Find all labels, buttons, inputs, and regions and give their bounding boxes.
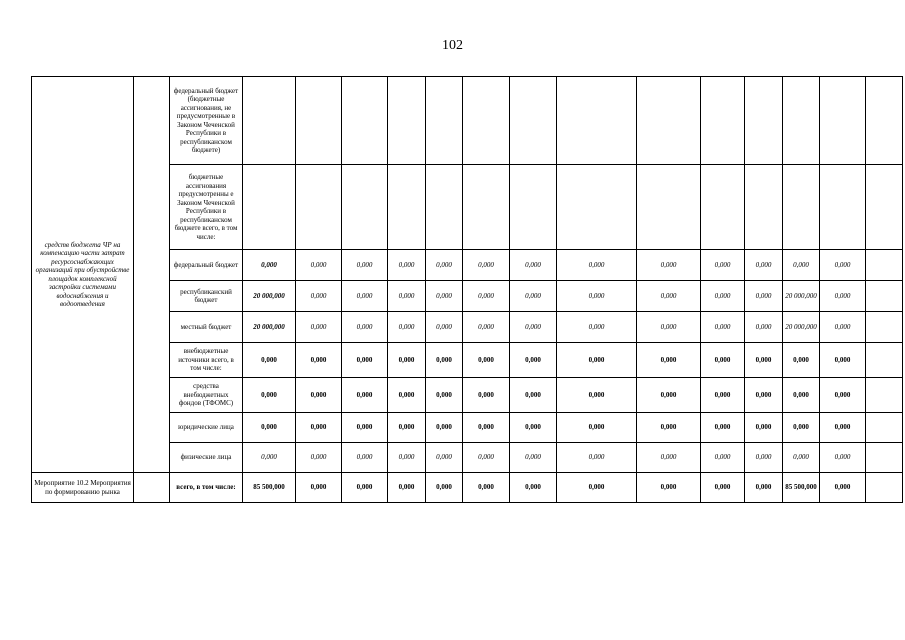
value-cell: 20 000,000 <box>243 312 296 343</box>
value-cell: 0,000 <box>820 378 866 413</box>
value-cell: 0,000 <box>296 281 342 312</box>
value-cell: 0,000 <box>637 473 701 503</box>
value-cell: 0,000 <box>701 312 745 343</box>
value-cell: 0,000 <box>637 250 701 281</box>
value-cell: 0,000 <box>783 443 820 473</box>
funding-source-cell: федеральный бюджет (бюджетные ассигнования, не предусмотренные в Законом Чеченской Республики в республиканском бюджете) <box>170 77 243 165</box>
value-cell: 0,000 <box>637 281 701 312</box>
value-cell: 0,000 <box>342 281 388 312</box>
value-cell: 0,000 <box>557 473 637 503</box>
value-cell: 0,000 <box>820 413 866 443</box>
value-cell: 0,000 <box>557 378 637 413</box>
value-cell: 0,000 <box>426 378 463 413</box>
value-cell: 20 000,000 <box>783 281 820 312</box>
value-cell: 0,000 <box>557 250 637 281</box>
value-cell <box>243 165 296 250</box>
value-cell: 0,000 <box>342 343 388 378</box>
value-cell: 0,000 <box>820 473 866 503</box>
empty-cell <box>134 473 170 503</box>
value-cell: 0,000 <box>701 413 745 443</box>
value-cell <box>701 77 745 165</box>
value-cell: 0,000 <box>745 281 783 312</box>
value-cell: 0,000 <box>296 312 342 343</box>
value-cell: 20 000,000 <box>243 281 296 312</box>
value-cell <box>342 165 388 250</box>
value-cell <box>866 77 903 165</box>
value-cell: 0,000 <box>637 443 701 473</box>
value-cell: 0,000 <box>388 413 426 443</box>
value-cell <box>510 165 557 250</box>
value-cell: 0,000 <box>783 343 820 378</box>
value-cell: 0,000 <box>510 473 557 503</box>
value-cell: 0,000 <box>701 473 745 503</box>
value-cell: 0,000 <box>296 343 342 378</box>
value-cell: 0,000 <box>426 250 463 281</box>
value-cell <box>866 413 903 443</box>
value-cell: 0,000 <box>820 281 866 312</box>
value-cell <box>783 77 820 165</box>
value-cell <box>820 165 866 250</box>
value-cell: 0,000 <box>426 443 463 473</box>
value-cell: 0,000 <box>701 378 745 413</box>
value-cell: 0,000 <box>820 443 866 473</box>
value-cell <box>866 473 903 503</box>
value-cell: 0,000 <box>510 443 557 473</box>
value-cell: 0,000 <box>745 250 783 281</box>
value-cell: 0,000 <box>463 312 510 343</box>
value-cell: 0,000 <box>388 312 426 343</box>
activity-description-cell: средств бюджета ЧР на компенсацию части затрат ресурсоснабжающих организаций при обустройстве площадок комплексной застройки системами водоснабжения и водоотведения <box>32 77 134 473</box>
value-cell <box>426 77 463 165</box>
value-cell <box>243 77 296 165</box>
value-cell <box>388 77 426 165</box>
value-cell: 0,000 <box>701 281 745 312</box>
value-cell: 0,000 <box>342 378 388 413</box>
value-cell: 0,000 <box>463 378 510 413</box>
value-cell: 0,000 <box>510 343 557 378</box>
value-cell: 0,000 <box>388 250 426 281</box>
value-cell: 0,000 <box>243 250 296 281</box>
value-cell: 0,000 <box>243 343 296 378</box>
value-cell: 0,000 <box>783 250 820 281</box>
value-cell <box>388 165 426 250</box>
value-cell <box>820 77 866 165</box>
value-cell: 0,000 <box>243 378 296 413</box>
funding-source-cell: республиканский бюджет <box>170 281 243 312</box>
funding-source-cell: физические лица <box>170 443 243 473</box>
value-cell: 0,000 <box>637 312 701 343</box>
value-cell: 0,000 <box>296 378 342 413</box>
value-cell <box>296 77 342 165</box>
value-cell: 0,000 <box>701 343 745 378</box>
value-cell: 0,000 <box>557 312 637 343</box>
value-cell <box>701 165 745 250</box>
value-cell <box>510 77 557 165</box>
funding-source-cell: всего, в том числе: <box>170 473 243 503</box>
value-cell: 85 500,000 <box>243 473 296 503</box>
value-cell <box>745 165 783 250</box>
value-cell: 0,000 <box>745 413 783 443</box>
value-cell: 0,000 <box>463 413 510 443</box>
value-cell: 0,000 <box>557 443 637 473</box>
value-cell: 0,000 <box>820 343 866 378</box>
value-cell: 20 000,000 <box>783 312 820 343</box>
value-cell: 0,000 <box>557 281 637 312</box>
value-cell: 0,000 <box>388 378 426 413</box>
value-cell: 0,000 <box>426 312 463 343</box>
value-cell <box>342 77 388 165</box>
value-cell: 0,000 <box>463 343 510 378</box>
value-cell: 0,000 <box>701 250 745 281</box>
value-cell <box>637 77 701 165</box>
value-cell: 0,000 <box>637 343 701 378</box>
value-cell: 0,000 <box>557 413 637 443</box>
funding-source-cell: юридические лица <box>170 413 243 443</box>
value-cell: 0,000 <box>243 413 296 443</box>
value-cell: 0,000 <box>296 473 342 503</box>
value-cell: 0,000 <box>342 250 388 281</box>
value-cell: 0,000 <box>510 378 557 413</box>
value-cell: 0,000 <box>342 413 388 443</box>
value-cell <box>866 378 903 413</box>
value-cell: 0,000 <box>463 250 510 281</box>
value-cell <box>557 77 637 165</box>
value-cell <box>866 343 903 378</box>
funding-source-cell: местный бюджет <box>170 312 243 343</box>
value-cell: 0,000 <box>745 378 783 413</box>
value-cell <box>866 443 903 473</box>
table-row <box>32 77 903 165</box>
value-cell <box>745 77 783 165</box>
value-cell <box>866 281 903 312</box>
value-cell: 0,000 <box>296 250 342 281</box>
value-cell <box>637 165 701 250</box>
value-cell: 85 500,000 <box>783 473 820 503</box>
value-cell: 0,000 <box>820 312 866 343</box>
value-cell: 0,000 <box>342 443 388 473</box>
value-cell <box>296 165 342 250</box>
value-cell: 0,000 <box>388 443 426 473</box>
value-cell <box>463 165 510 250</box>
value-cell: 0,000 <box>463 473 510 503</box>
value-cell <box>783 165 820 250</box>
funding-source-cell: внебюджетные источники всего, в том числе: <box>170 343 243 378</box>
value-cell: 0,000 <box>783 378 820 413</box>
value-cell: 0,000 <box>510 250 557 281</box>
value-cell: 0,000 <box>426 281 463 312</box>
value-cell: 0,000 <box>637 413 701 443</box>
value-cell: 0,000 <box>510 413 557 443</box>
funding-source-cell: бюджетные ассигнования предусмотренны е Законом Чеченской Республики в республиканском бюджете всего, в том числе: <box>170 165 243 250</box>
value-cell: 0,000 <box>296 413 342 443</box>
funding-source-cell: средства внебюджетных фондов (ТФОМС) <box>170 378 243 413</box>
value-cell: 0,000 <box>510 312 557 343</box>
value-cell: 0,000 <box>243 443 296 473</box>
value-cell: 0,000 <box>388 281 426 312</box>
value-cell: 0,000 <box>388 473 426 503</box>
activity-description-cell: Мероприятие 10.2 Мероприятия по формированию рынка <box>32 473 134 503</box>
value-cell <box>866 250 903 281</box>
page-number: 102 <box>442 38 463 53</box>
value-cell: 0,000 <box>463 443 510 473</box>
value-cell: 0,000 <box>426 473 463 503</box>
value-cell <box>426 165 463 250</box>
value-cell: 0,000 <box>783 413 820 443</box>
value-cell: 0,000 <box>342 473 388 503</box>
value-cell: 0,000 <box>745 312 783 343</box>
funding-source-cell: федеральный бюджет <box>170 250 243 281</box>
value-cell: 0,000 <box>745 343 783 378</box>
empty-cell <box>134 77 170 473</box>
table-row <box>32 473 903 503</box>
value-cell: 0,000 <box>388 343 426 378</box>
value-cell: 0,000 <box>426 413 463 443</box>
value-cell: 0,000 <box>820 250 866 281</box>
value-cell: 0,000 <box>557 343 637 378</box>
budget-table <box>31 76 903 503</box>
value-cell: 0,000 <box>296 443 342 473</box>
value-cell <box>557 165 637 250</box>
value-cell <box>463 77 510 165</box>
value-cell: 0,000 <box>463 281 510 312</box>
value-cell: 0,000 <box>342 312 388 343</box>
value-cell: 0,000 <box>510 281 557 312</box>
value-cell: 0,000 <box>745 473 783 503</box>
value-cell <box>866 312 903 343</box>
value-cell <box>866 165 903 250</box>
value-cell: 0,000 <box>745 443 783 473</box>
value-cell: 0,000 <box>426 343 463 378</box>
value-cell: 0,000 <box>701 443 745 473</box>
value-cell: 0,000 <box>637 378 701 413</box>
